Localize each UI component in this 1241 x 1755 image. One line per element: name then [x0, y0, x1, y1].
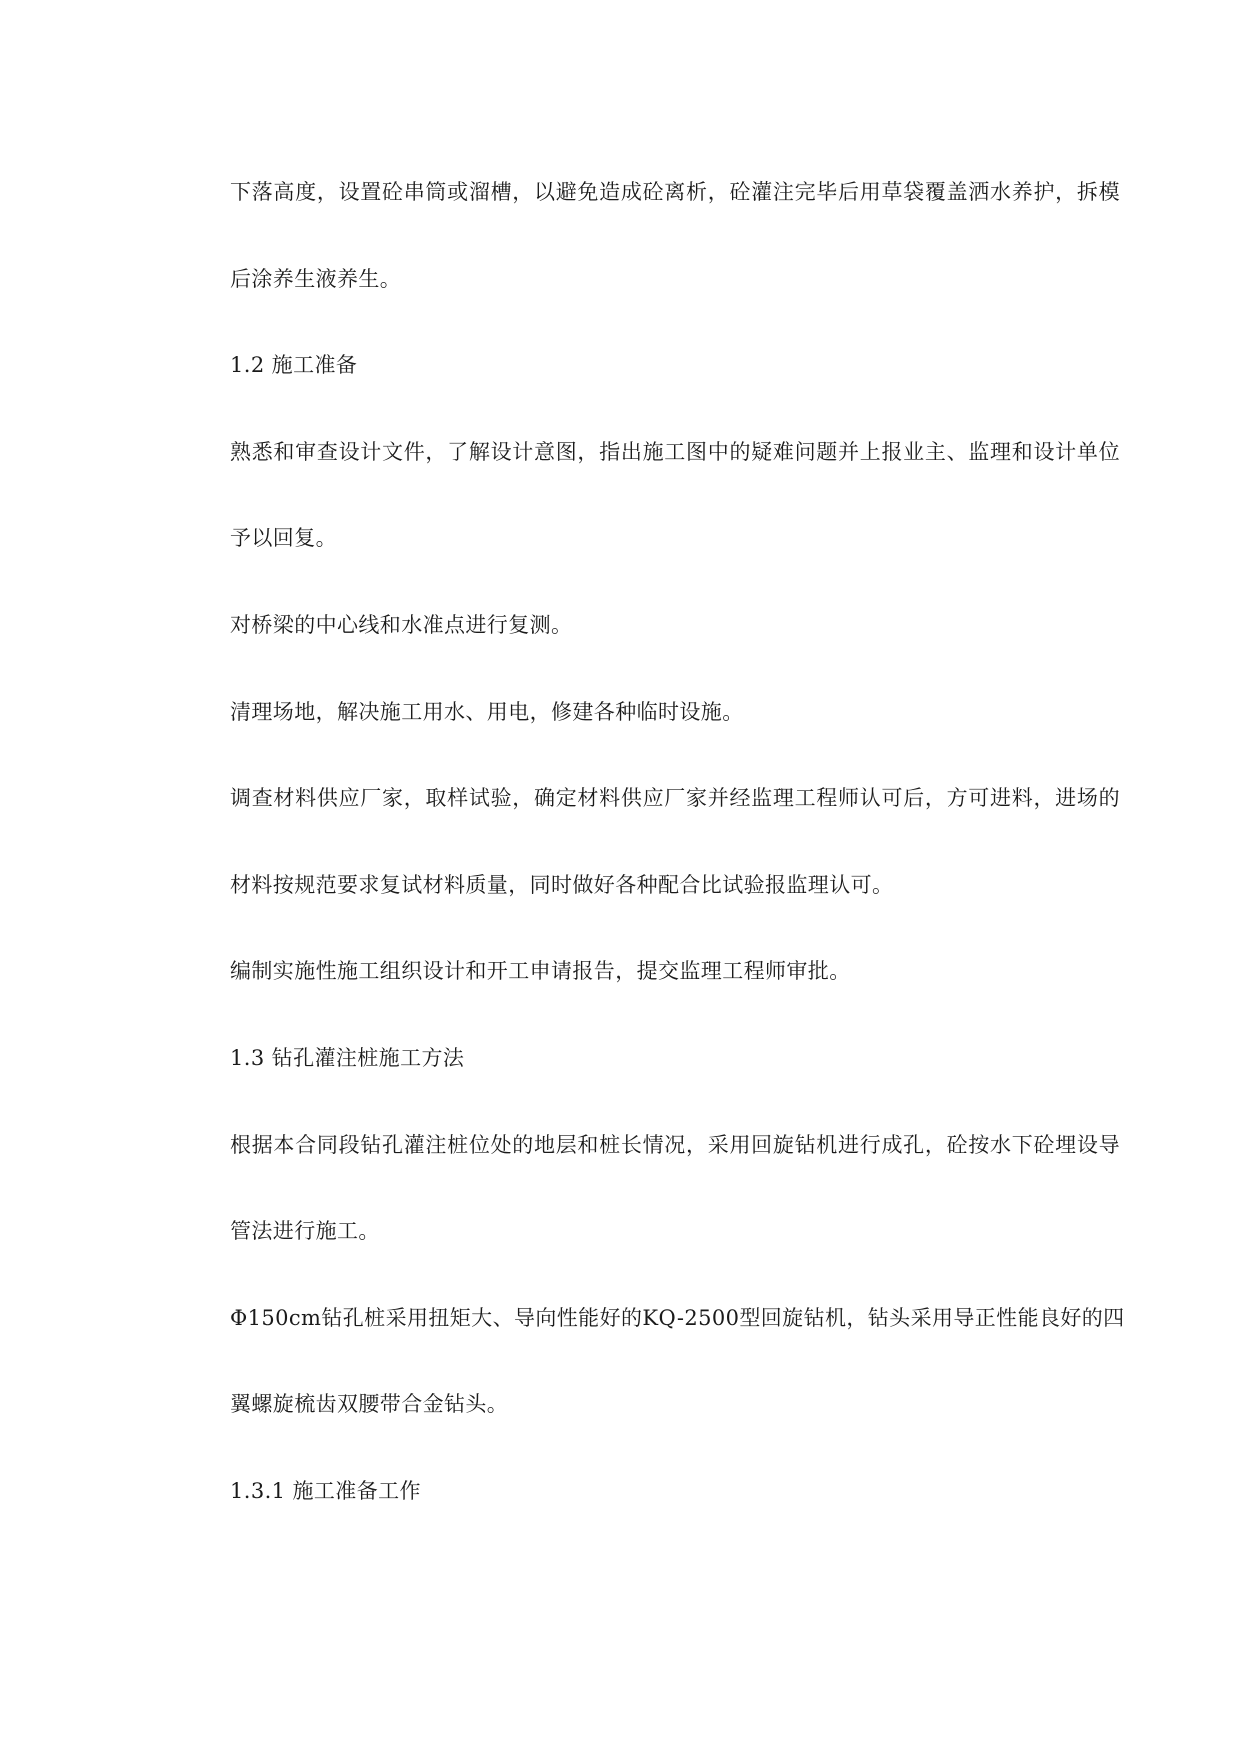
section-heading: 1.2 施工准备 — [230, 353, 358, 377]
paragraph-line: 下落高度，设置砼串筒或溜槽，以避免造成砼离析，砼灌注完毕后用草袋覆盖洒水养护，拆模 — [230, 180, 1120, 204]
paragraph-line: Φ150cm钻孔桩采用扭矩大、导向性能好的KQ-2500型回旋钻机，钻头采用导正性能良好的四 — [230, 1306, 1125, 1330]
paragraph-line: 翼螺旋梳齿双腰带合金钻头。 — [230, 1392, 509, 1416]
paragraph-line: 清理场地，解决施工用水、用电，修建各种临时设施。 — [230, 700, 744, 724]
paragraph-line: 予以回复。 — [230, 526, 337, 550]
section-heading: 1.3 钻孔灌注桩施工方法 — [230, 1046, 465, 1070]
paragraph-line: 编制实施性施工组织设计和开工申请报告，提交监理工程师审批。 — [230, 959, 851, 983]
paragraph-line: 根据本合同段钻孔灌注桩位处的地层和桩长情况，采用回旋钻机进行成孔，砼按水下砼埋设导 — [230, 1133, 1120, 1157]
paragraph-line: 熟悉和审查设计文件，了解设计意图，指出施工图中的疑难问题并上报业主、监理和设计单位 — [230, 440, 1120, 464]
paragraph-line: 对桥梁的中心线和水准点进行复测。 — [230, 613, 573, 637]
paragraph-line: 材料按规范要求复试材料质量，同时做好各种配合比试验报监理认可。 — [230, 873, 894, 897]
subsection-heading: 1.3.1 施工准备工作 — [230, 1479, 421, 1503]
paragraph-line: 后涂养生液养生。 — [230, 267, 402, 291]
paragraph-line: 调查材料供应厂家，取样试验，确定材料供应厂家并经监理工程师认可后，方可进料，进场的 — [230, 786, 1120, 810]
paragraph-line: 管法进行施工。 — [230, 1219, 380, 1243]
